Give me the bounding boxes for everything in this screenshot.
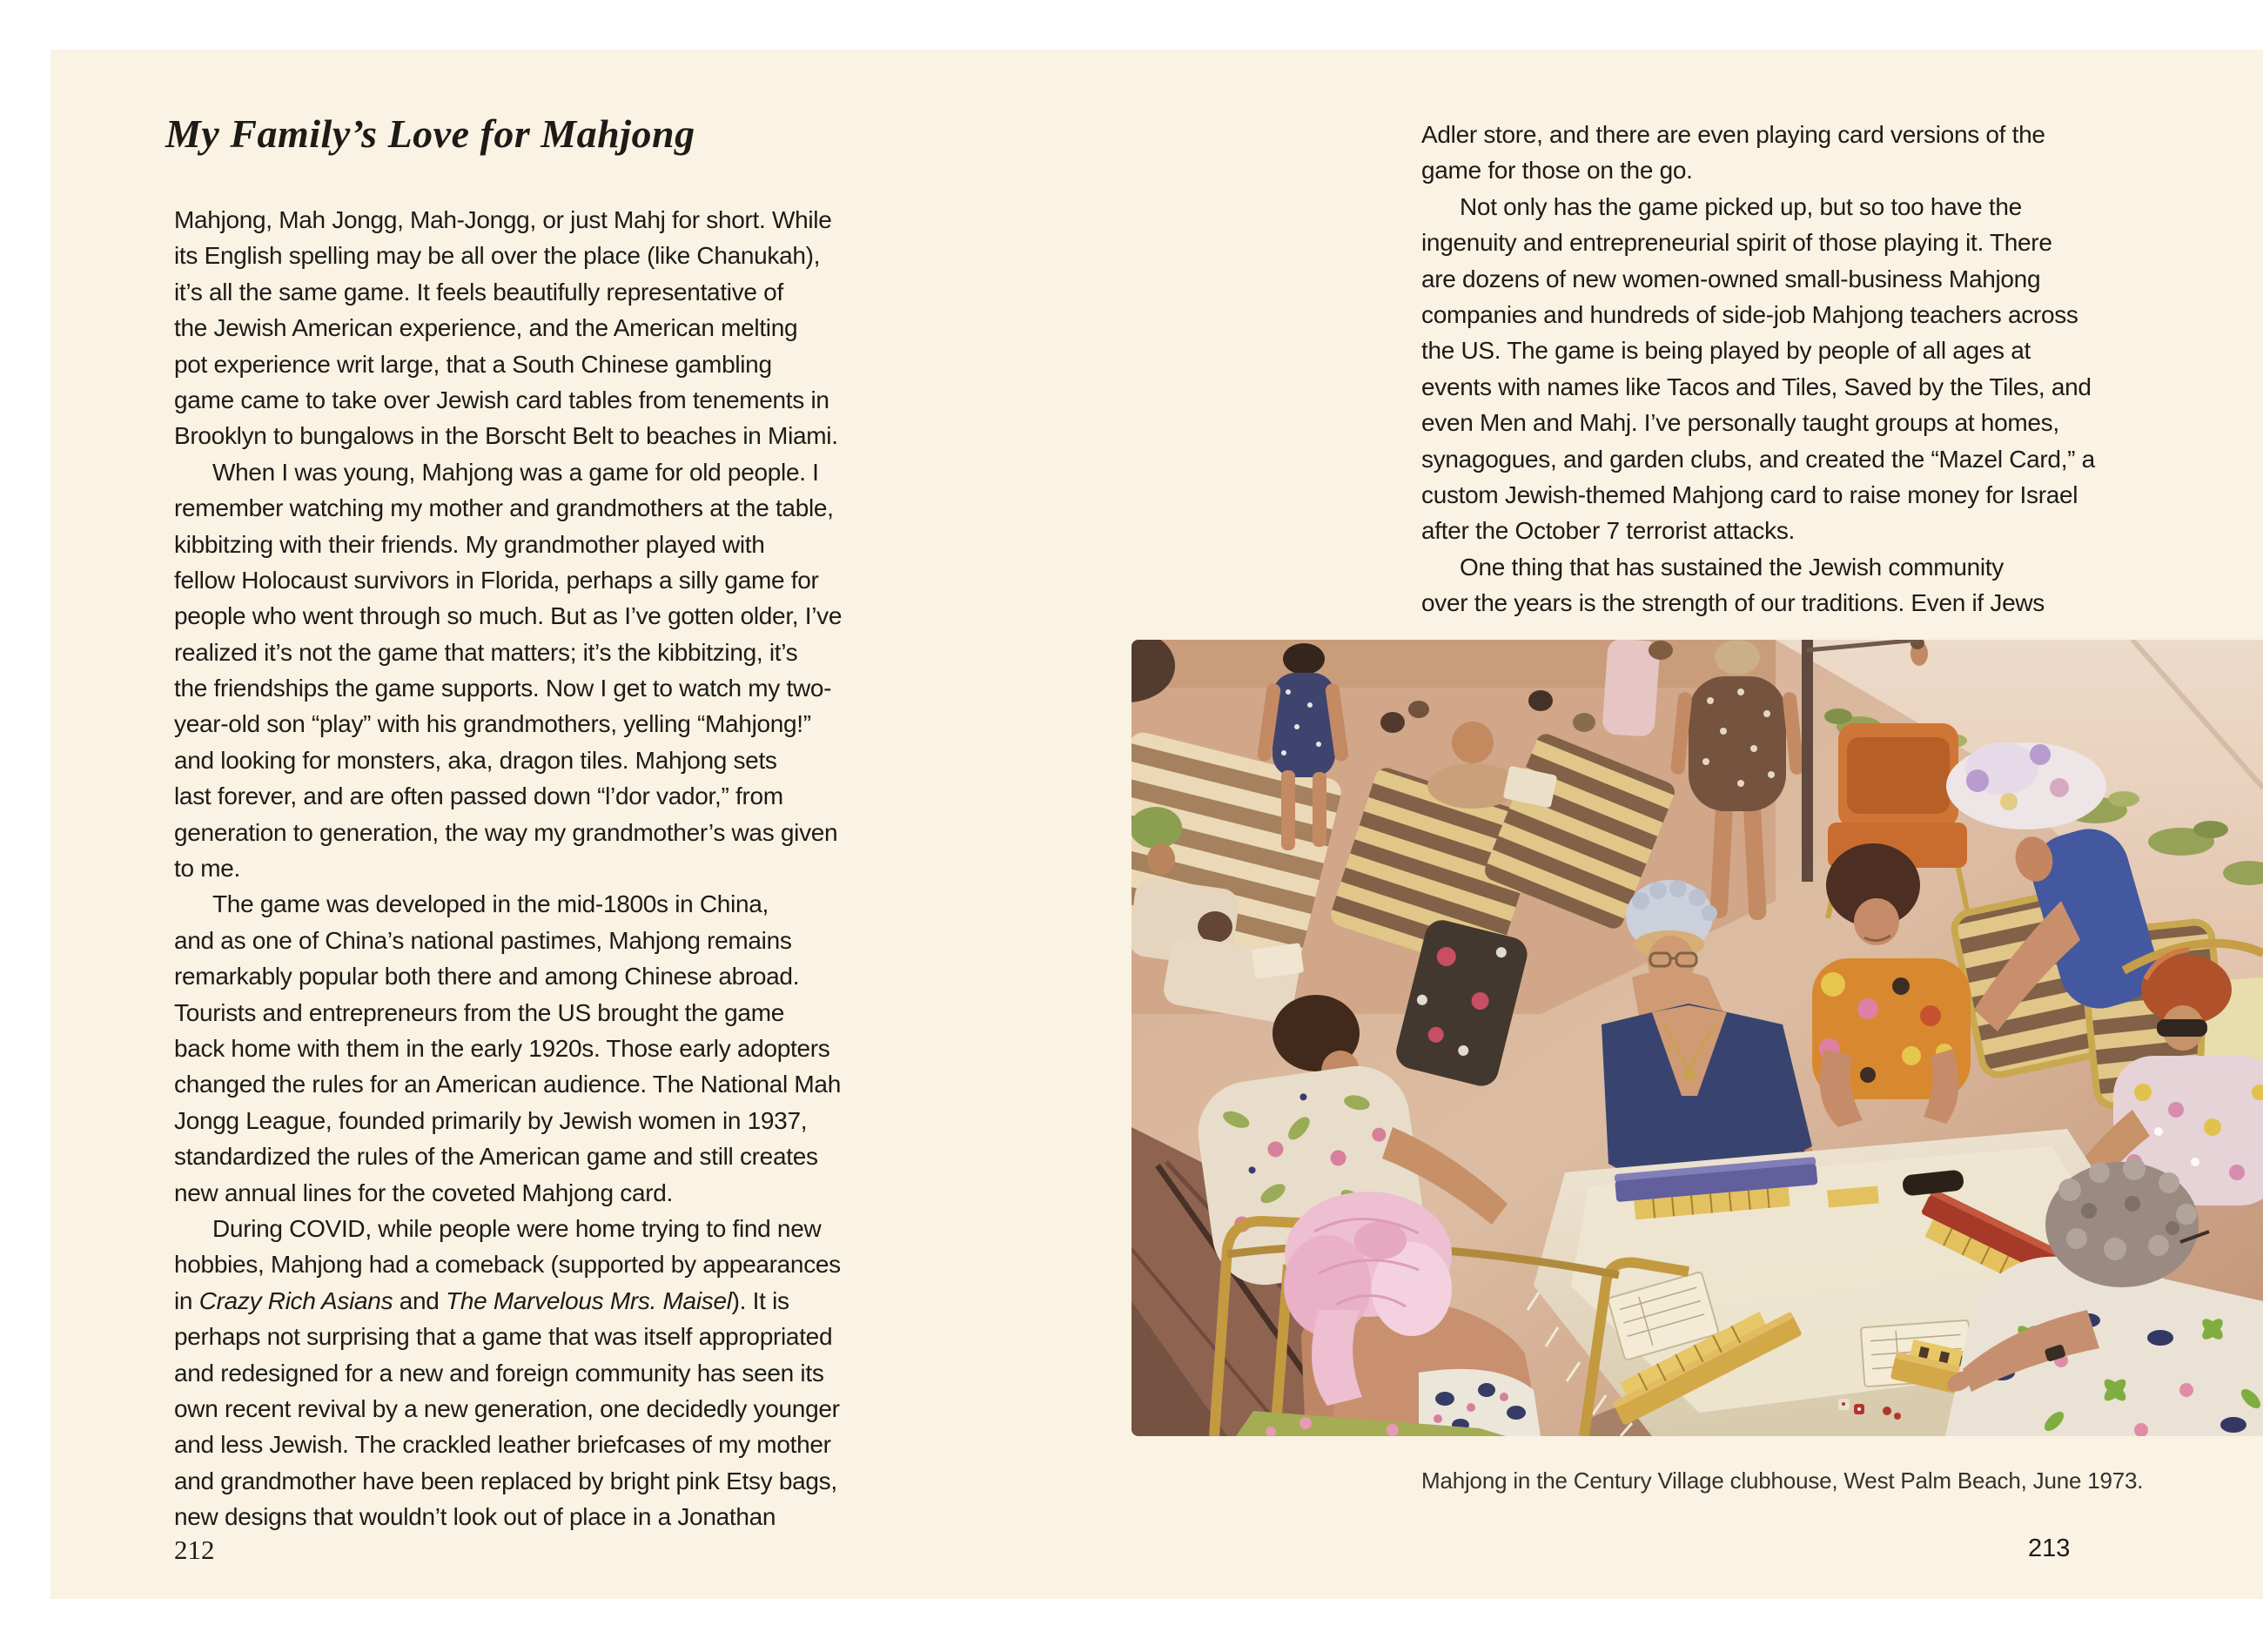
text-line: One thing that has sustained the Jewish community — [1460, 553, 2004, 581]
page-number-left: 212 — [174, 1534, 215, 1565]
text-line: over the years is the strength of our traditions. Even if Jews — [1421, 589, 2045, 617]
text-line: game came to take over Jewish card tables from tenements in — [174, 386, 829, 413]
page-number-right: 213 — [2028, 1534, 2071, 1562]
text-line: changed the rules for an American audience. The National Mah — [174, 1071, 841, 1098]
text-line: year-old son “play” with his grandmothers, yelling “Mahjong!” — [174, 710, 811, 738]
text-line: even Men and Mahj. I’ve personally taught groups at homes, — [1421, 409, 2059, 437]
text-line: ingenuity and entrepreneurial spirit of those playing it. There — [1421, 229, 2052, 257]
text-line: kibbitzing with their friends. My grandmother played with — [174, 530, 765, 558]
text-line: new designs that wouldn’t look out of place in a Jonathan — [174, 1503, 776, 1531]
mahjong-photo-illustration — [1132, 640, 2263, 1436]
text-line: to me. — [174, 855, 241, 883]
text-line: are dozens of new women-owned small-business Mahjong — [1421, 265, 2041, 292]
text-line: realized it’s not the game that matters; it’s the kibbitzing, it’s — [174, 638, 798, 666]
book-spread — [50, 50, 2263, 1599]
text-line: Tourists and entrepreneurs from the US brought the game — [174, 998, 785, 1026]
text-line: and less Jewish. The crackled leather briefcases of my mother — [174, 1431, 831, 1459]
text-line: Not only has the game picked up, but so too have the — [1460, 192, 2022, 220]
text-line: last forever, and are often passed down “l’dor vador,” from — [174, 782, 783, 810]
text-line: pot experience writ large, that a South Chinese gambling — [174, 350, 772, 378]
text-line: remarkably popular both there and among Chinese abroad. — [174, 963, 800, 991]
text-line: its English spelling may be all over the place (like Chanukah), — [174, 242, 821, 270]
text-line: after the October 7 terrorist attacks. — [1421, 517, 1795, 545]
mahjong-photo — [1132, 640, 2263, 1436]
text-line: The game was developed in the mid-1800s in China, — [212, 890, 769, 918]
text-line: people who went through so much. But as I’ve gotten older, I’ve — [174, 602, 843, 630]
text-line: Adler store, and there are even playing card versions of the — [1421, 121, 2045, 148]
text-line: back home with them in the early 1920s. Those early adopters — [174, 1034, 830, 1062]
text-line: Mahjong, Mah Jongg, Mah-Jongg, or just Mahj for short. While — [174, 206, 832, 233]
text-line: synagogues, and garden clubs, and created the “Mazel Card,” a — [1421, 445, 2095, 473]
text-line: custom Jewish-themed Mahjong card to raise money for Israel — [1421, 480, 2078, 508]
text-line: generation to generation, the way my grandmother’s was given — [174, 818, 838, 846]
right-page-body — [1421, 117, 2179, 621]
text-line: the Jewish American experience, and the American melting — [174, 314, 798, 342]
text-line: During COVID, while people were home trying to find new — [212, 1214, 822, 1242]
text-line: fellow Holocaust survivors in Florida, perhaps a silly game for — [174, 566, 819, 594]
text-line: and looking for monsters, aka, dragon tiles. Mahjong sets — [174, 746, 777, 774]
text-line: the US. The game is being played by people of all ages at — [1421, 337, 2031, 365]
text-line: When I was young, Mahjong was a game for old people. I — [212, 458, 819, 486]
text-line: companies and hundreds of side-job Mahjong teachers across — [1421, 300, 2078, 328]
text-line: it’s all the same game. It feels beautifully representative of — [174, 278, 783, 306]
text-line: Brooklyn to bungalows in the Borscht Belt to beaches in Miami. — [174, 422, 838, 450]
text-line: the friendships the game supports. Now I get to watch my two- — [174, 675, 832, 702]
photo-caption: Mahjong in the Century Village clubhouse, West Palm Beach, June 1973. — [1421, 1467, 2144, 1494]
text-line: in Crazy Rich Asians and The Marvelous Mrs. Maisel). It is — [174, 1286, 789, 1314]
text-line: game for those on the go. — [1421, 157, 1693, 185]
text-line: hobbies, Mahjong had a comeback (supported by appearances — [174, 1251, 841, 1279]
text-line: new annual lines for the coveted Mahjong card. — [174, 1179, 674, 1206]
text-line: remember watching my mother and grandmothers at the table, — [174, 494, 834, 522]
text-line: standardized the rules of the American game and still creates — [174, 1143, 818, 1171]
text-line: own recent revival by a new generation, one decidedly younger — [174, 1394, 840, 1422]
text-line: perhaps not surprising that a game that was itself appropriated — [174, 1323, 833, 1351]
text-line: Jongg League, founded primarily by Jewish women in 1937, — [174, 1106, 808, 1134]
text-line: and as one of China’s national pastimes, Mahjong remains — [174, 926, 792, 954]
text-line: events with names like Tacos and Tiles, Saved by the Tiles, and — [1421, 373, 2092, 400]
chapter-title: My Family’s Love for Mahjong — [165, 111, 695, 156]
left-page-body — [174, 202, 931, 1534]
text-line: and grandmother have been replaced by bright pink Etsy bags, — [174, 1467, 837, 1494]
text-line: and redesigned for a new and foreign community has seen its — [174, 1359, 824, 1387]
